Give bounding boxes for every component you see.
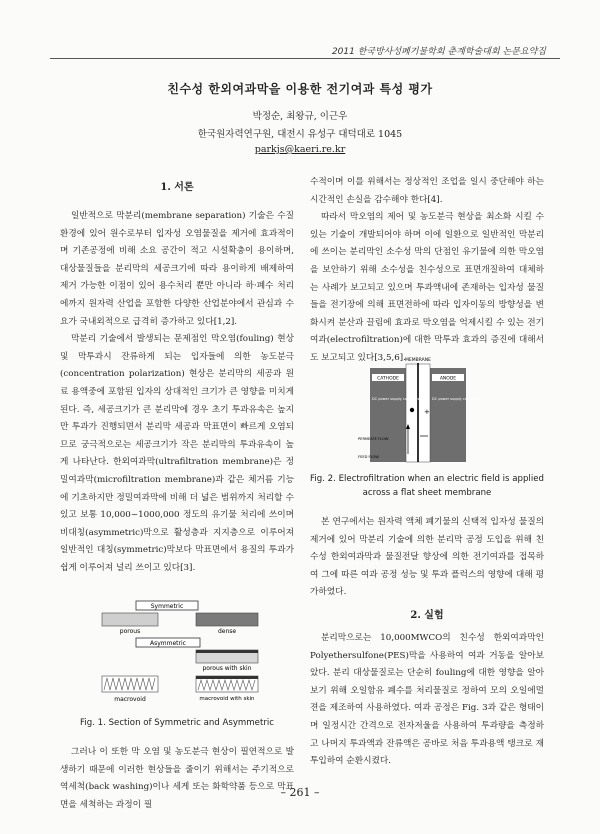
intro-paragraph-3: 그러나 이 또한 막 오염 및 농도분극 현상이 필연적으로 발생하기 때문에 이러한 현상들을 줄이기 위해서는 주기적으로 역세척(back washing)이나 세게 또는 화학약품 등으로 막표면을 세척하는 과정이 필 (60, 747, 294, 810)
left-column-bottom (60, 744, 294, 814)
left-column-top (60, 208, 294, 577)
experiment-paragraph-1: 분리막으로는 10,000MWCO의 친수성 한외여과막인 Polyethersulfone(PES)막을 사용하여 여과 거동을 알아보았다. 분리 대상물질로는 단순히 fouling에 대한 영향을 알아보기 위해 오일함유 폐수를 처리물질로 정하여 모의 오일에멀젼을 제조하여 사용하였다. 여과 공정은 Fig. 3과 같은 형태이며 일정시간 간격으로 전자저울을 사용하여 투과량을 측정하고 나머지 투과액과 잔류액은 공바로 처음 투과용액 탱크로 재투입하여 순환시켰다. (310, 633, 544, 767)
page-number: – 261 – (280, 786, 320, 799)
fig1-label-porous-with-skin: porous with skin (202, 665, 252, 672)
affiliation: 한국원자력연구원, 대전시 유성구 대덕대로 1045 (197, 129, 403, 140)
fig2-label-dc-left: DC power supply connection (372, 397, 423, 401)
section-heading-intro: 1. 서론 (160, 182, 194, 193)
fig2-label-dc-right: DC power supply connection (432, 397, 482, 401)
fig1-label-porous: porous (119, 628, 141, 635)
intro-paragraph-4: 따라서 막오염의 제어 및 농도분극 현상을 최소화 시킬 수 있는 기술이 개발되어야 하며 이에 일환으로 일반적인 막분리에 쓰이는 분리막인 소수성 막의 단점인 유기물에 의한 막오염을 보안하기 위해 소수성을 친수성으로 표면개질하여 대체하는 사례가 보고되고 있으며 투과액내에 존재하는 입자성 물질들을 전기장에 의해 표면전하에 따라 입자이동의 방향성을 변화시켜 분산과 끌림에 효과로 막오염을 억제시킬 수 있는 전기여과(electrofiltration)에 대한 막투과 효과의 증진에 대해서도 보고되고 있다[3,5,6]. (310, 212, 544, 363)
right-column-bottom (310, 630, 544, 771)
email-link[interactable]: parkjs@kaeri.re.kr (254, 144, 346, 155)
intro-paragraph-1: 일반적으로 막분리(membrane separation) 기술은 수질환경에 있어 원수로부터 입자성 오염물질을 제거에 효과적이며 기존공정에 비해 소요 공간이 적고 시설확충이 용이하며, 대상물질들을 분리막의 세공크기에 따라 용이하게 배제하여 제거 가능한 이점이 있어 용수처리 뿐만 아니라 하·폐수 처리에까지 원자력 산업을 포함한 다양한 산업분야에서 관심과 수요가 국내외적으로 급격히 증가하고 있다[1,2]. (60, 211, 294, 327)
fig1-label-macrovoid: macrovoid (114, 696, 146, 703)
authors: 박정순, 최왕규, 이근우 (252, 111, 348, 122)
header-rule (50, 58, 560, 59)
figure-2-caption-line-1: Fig. 2. Electrofiltration when an electric field is applied (310, 474, 544, 484)
fig2-label-feed: FEED FLOW (358, 455, 379, 459)
fig2-label-cathode: CATHODE (377, 376, 399, 382)
intro-paragraph-5: 본 연구에서는 원자력 액체 폐기물의 신택적 입자성 물질의 제거에 있어 막분리 기술에 의한 분리막 공정 도입을 위해 친수성 한외여과막과 물질전달 향상에 의한 전기여과를 접목하여 그에 따른 여과 공정 성능 및 투과 플럭스의 영향에 대해 평가하였다. (310, 517, 544, 598)
fig1-label-dense: dense (217, 628, 237, 635)
svg-text:+: + (424, 408, 430, 416)
fig1-label-symmetric: Symmetric (150, 603, 184, 610)
running-header: 2011 한국방사성폐기물학회 춘계학술대회 논문요약집 (331, 47, 546, 57)
figure-2-electrofiltration (358, 354, 482, 468)
fig1-label-asymmetric: Asymmetric (150, 640, 186, 647)
section-heading-experiment: 2. 실험 (410, 610, 444, 621)
figure-2-caption-line-2: across a flat sheet membrane (362, 488, 492, 498)
fig2-label-permeate: PERMEATE FLOW (358, 437, 389, 441)
fig2-label-anode: ANODE (439, 376, 457, 382)
intro-paragraph-3-cont: 수적이며 이를 위해서는 정상적인 조업을 일시 중단해야 하는 시간적인 손실을 감수해야 한다[4]. (310, 177, 544, 205)
right-column-middle (310, 514, 544, 602)
paper-title: 친수성 한외여과막을 이용한 전기여과 특성 평가 (167, 82, 433, 96)
figure-1-caption: Fig. 1. Section of Symmetric and Asymmetric (80, 718, 274, 728)
figure-1-membrane-sections (98, 600, 264, 710)
fig2-label-membrane: MEMBRANE (405, 358, 431, 363)
right-column-top (310, 174, 544, 368)
fig1-label-macrovoid-with-skin: macrovoid with skin (199, 696, 255, 702)
intro-paragraph-2: 막분리 기술에서 발생되는 문제점인 막오염(fouling) 현상 및 막투과시 잔류하게 되는 입자들에 의한 농도분극(concentration polarization) 현상은 분리막의 세공과 원료 용액중에 포함된 입자의 상대적인 크기가 큰 영향을 미치게 된다. 즉, 세공크기가 큰 분리막에 경우 초기 투과유속은 높지만 투과가 진행되면서 분리막 세공과 막표면이 빠르게 오염되므로 궁극적으로는 세공크기가 작은 분리막의 투과유속이 높게 나타난다. 한외여과막(ultrafiltration membrane)은 정밀여과막(microfiltration membrane)과 같은 체거름 기능에 기초하지만 정밀여과막에 비해 더 넓은 범위까지 처리할 수 있고 보통 10,000~1000,000 정도의 유기물 처리에 쓰이며 비대칭(asymmetric)막으로 활성층과 지지층으로 이루어져 일반적인 대칭(symmetric)막보다 막표면에서 용질의 투과가 쉽게 이루어져 널리 쓰이고 있다[3]. (60, 334, 294, 573)
figure-2-caption (300, 472, 554, 500)
